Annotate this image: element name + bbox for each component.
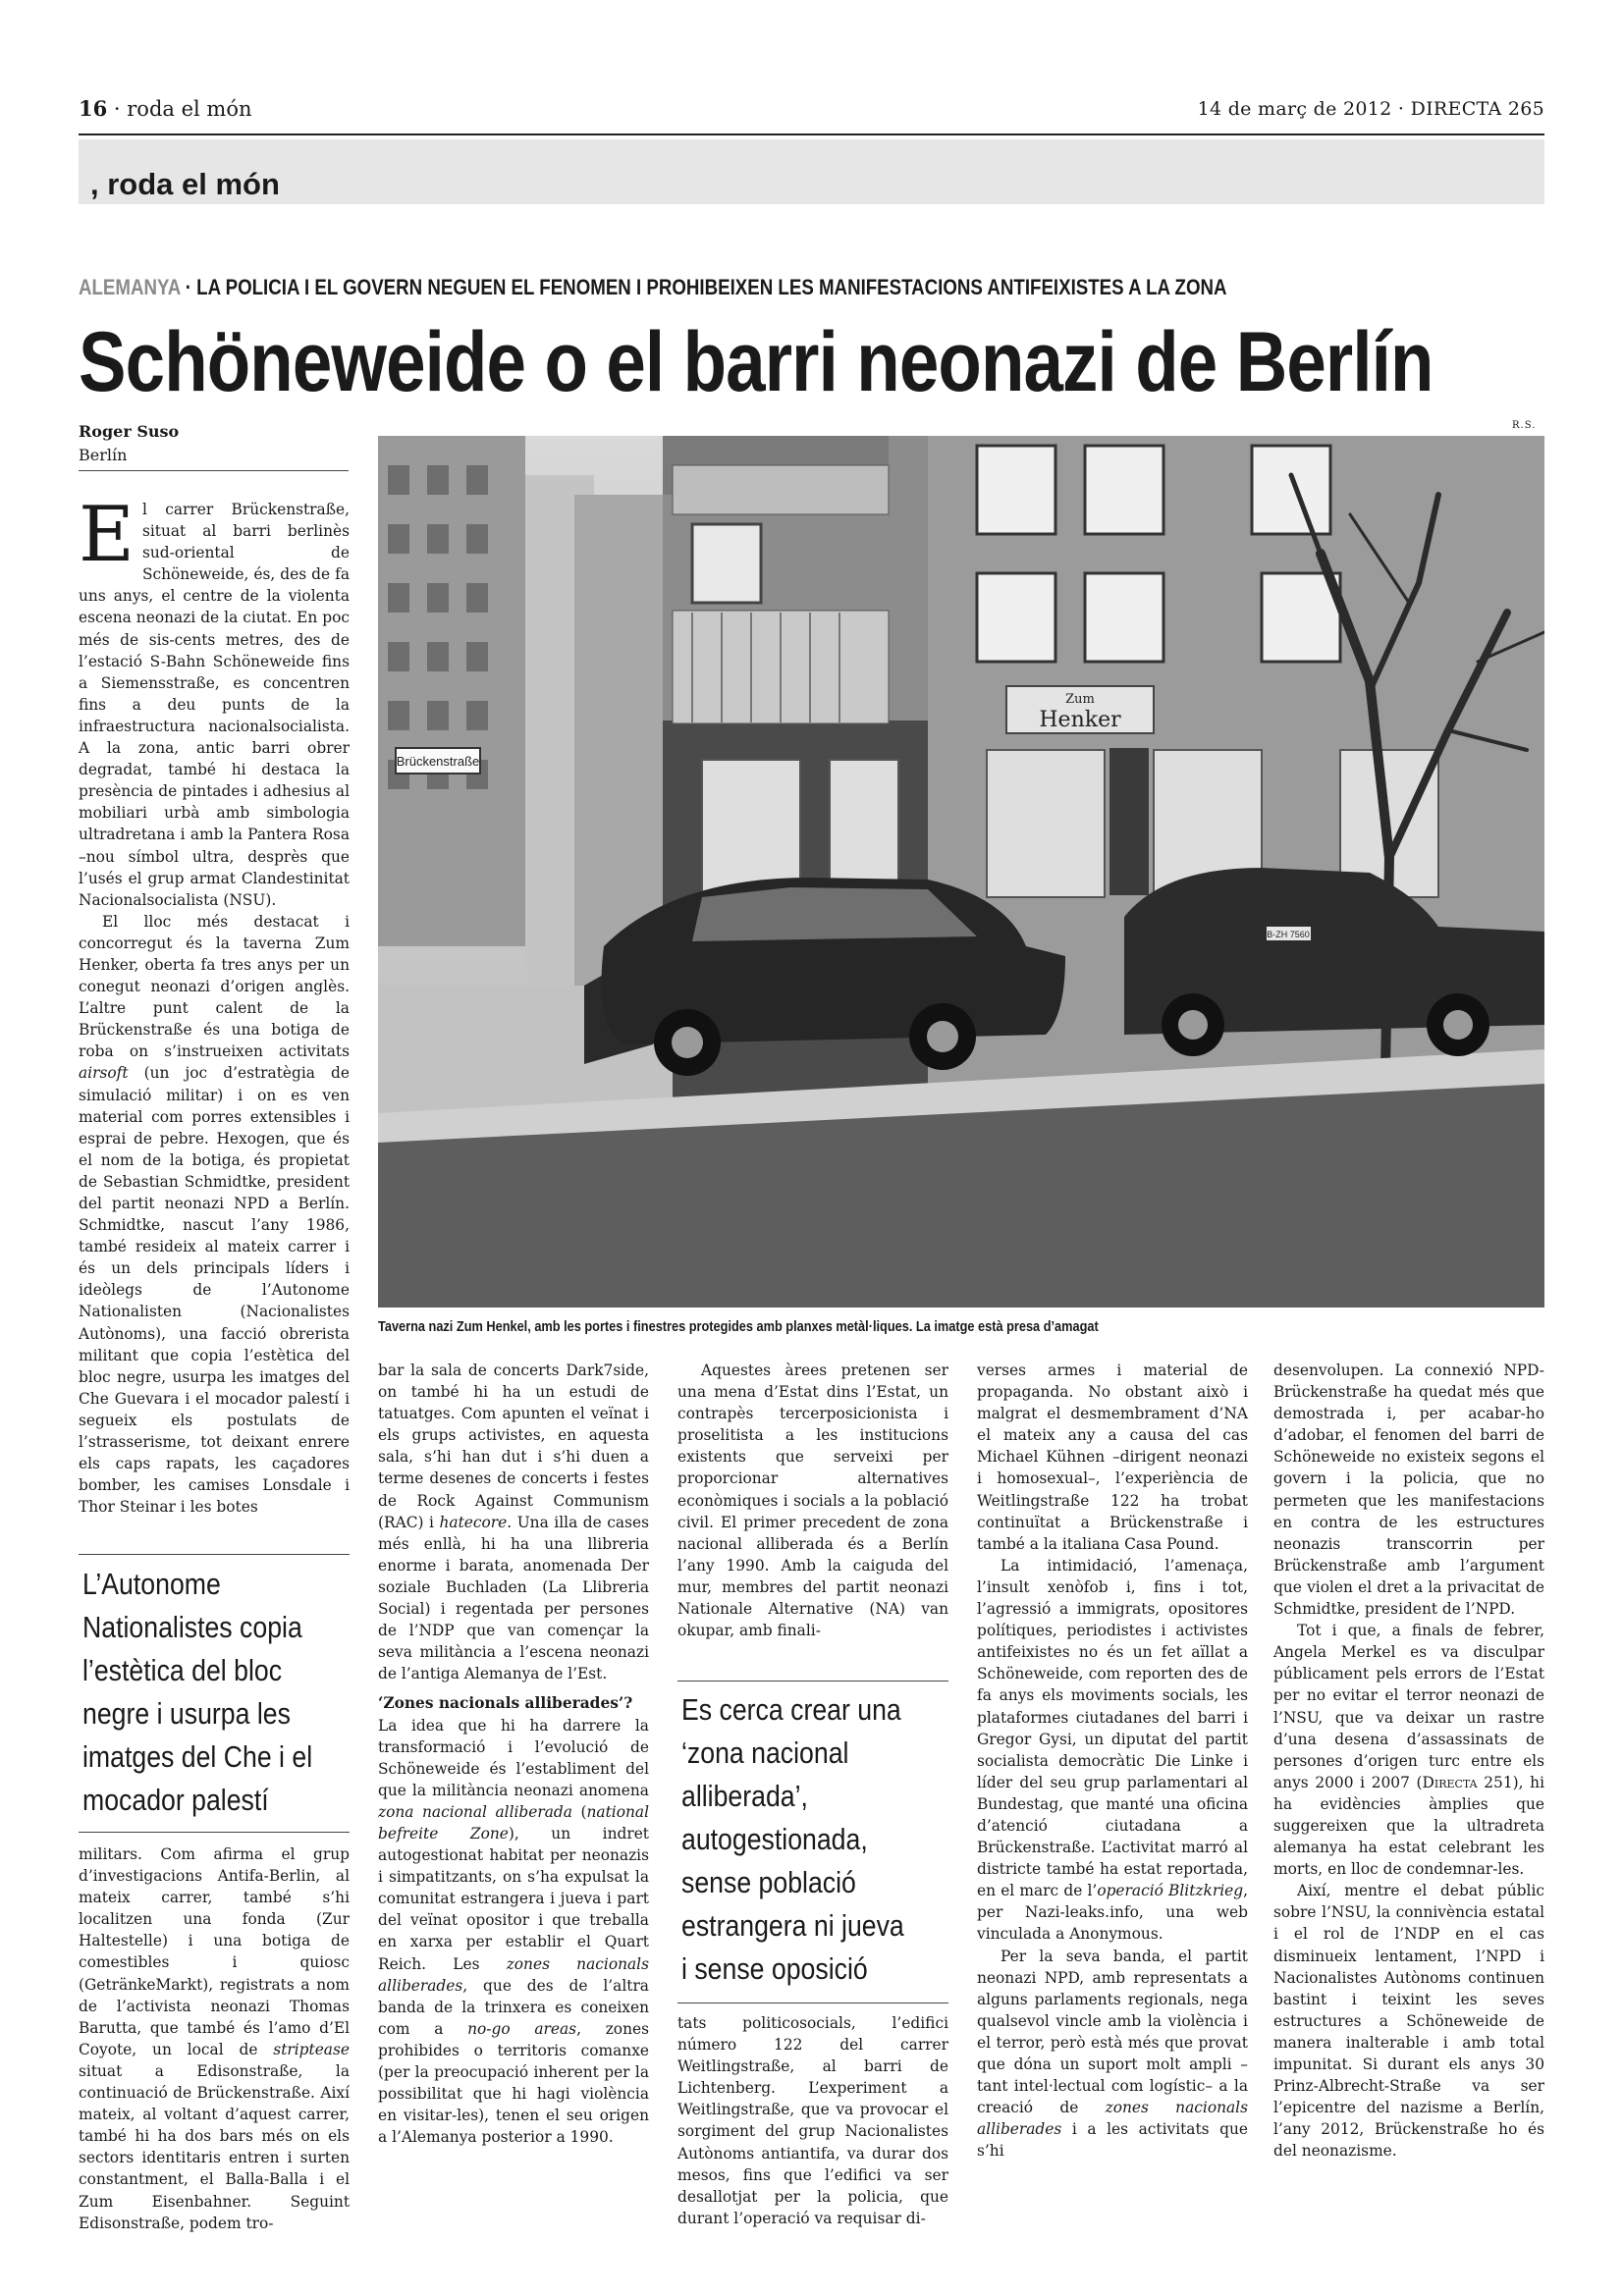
subheading: ‘Zones nacionals alliberades’? (378, 1694, 633, 1713)
page-number: 16 (79, 96, 108, 121)
col2-em-hatecore: hatecore (439, 1513, 508, 1531)
section-band (79, 139, 1544, 204)
col4-paragraph-2b: , per Nazi-leaks.info, una web vinculada a Anonymous. (977, 1882, 1248, 1944)
pull-quote-1-line: negre i usurpa les (82, 1696, 291, 1731)
col2-paragraph-1b: . Una illa de cases més enllà, hi ha una llibreria enorme i barata, anomenada Der soziale Buchladen (La Llibreria Social) i regentada per persones de l’NDP que van començar la seva militància a l’escena neonazi de l’antiga Alemanya de l’Est. (378, 1513, 649, 1683)
column-2 (378, 1360, 649, 2145)
col4-paragraph-3a: Per la seva banda, el partit neonazi NPD, amb representats a alguns parlaments regionals, nega qualsevol vincle amb la violència i el terror, però està més que provat que dóna un suport molt ampli –tant intel·lectual com logístic– a la creació de (977, 1947, 1248, 2117)
pull-quote-1-line: Nationalistes copia (82, 1610, 302, 1644)
pull-quote-2-line: Es cerca crear una (681, 1692, 901, 1727)
pull-quote-2 (681, 1688, 960, 1991)
pull-quote-1 (82, 1563, 361, 1822)
pull-quote-2-line: sense població (681, 1865, 856, 1899)
photo-caption: Taverna nazi Zum Henkel, amb les portes i finestres protegides amb planxes metàl·liques. La imatge està presa d’amagat (378, 1319, 1099, 1335)
column-1-continued (79, 1843, 350, 2256)
column-1 (79, 491, 350, 1549)
date-issue: 14 de març de 2012 · DIRECTA 265 (1197, 98, 1544, 120)
photo-sign-zum: Zum (1065, 692, 1095, 707)
col2-paragraph-2b: ( (571, 1802, 587, 1821)
col5-paragraph-1: desenvolupen. La connexió NPD-Brückenstraße ha quedat més que demostrada i, per acabar-ho d’adobar, el fenomen del barri de Schöneweide no existeix segons el govern i la policia, que no permeten que les manifestacions en contra de les estructures neonazis transcorrin per Brückenstraße amb l’argument que violen el dret a la privacitat de Schmidtke, president de l’NPD. (1273, 1362, 1544, 1619)
pull-quote-2-line: ‘zona nacional (681, 1735, 849, 1770)
photo-credit: R.S. (1512, 420, 1537, 431)
col2-em-national: national befreite Zone (378, 1802, 649, 1842)
photo-sign-henker: Henker (1039, 708, 1121, 732)
pull-quote-2-line: alliberada’, (681, 1779, 808, 1813)
col1-em-airsoft: airsoft (79, 1064, 129, 1083)
col2-em-nogo: no-go areas (467, 2019, 577, 2038)
photo-street-sign: Brückenstraße (396, 754, 480, 769)
col3-paragraph-1: Aquestes àrees pretenen ser una mena d’Estat dins l’Estat, un contrapès tercerposicionista i proselitista a les institucions existents que serveixi per proporcionar alternatives econòmiques i socials a la població civil. El primer precedent de zona nacional alliberada és a Berlín l’any 1990. Amb la caiguda del mur, membres del partit neonazi Nationale Alternative (NA) van okupar, amb finali- (677, 1362, 948, 1640)
col4-paragraph-3b: i a les activitats que s’hi (977, 2120, 1248, 2161)
column-4 (977, 1360, 1248, 2263)
col3-paragraph-2: tats politicosocials, l’edifici número 122 del carrer Weitlingstraße, al barri de Lichtenberg. L’experiment a Weitlingstraße, que va provocar el sorgiment del grup Nacionalistes Autònoms antiantifa, va durar dos mesos, fins que l’edifici va ser desallotjat per la policia, que durant l’operació va requisar di- (677, 2014, 948, 2227)
col1-paragraph-2b: (un joc d’estratègia de simulació militar) i on es ven material com porres extensibles i esprai de pebre. Hexogen, que és el nom de la botiga, és propietat de Sebastian Schmidtke, president del partit neonazi NPD a Berlín. Schmidtke, nascut l’any 1986, també resideix al mateix carrer i és un dels principals líders i ideòlegs de l’Autonome Nationalisten (Nacionalistes Autònoms), una facció obrerista militant que copia l’estètica del bloc negre, usurpa les imatges del Che Guevara i el mocador palestí i segueix els postulats de l’strasserisme, tot deixant enrere els caps rapats, les caçadores bomber, les camises Lonsdale i Thor Steinar i les botes (79, 1064, 350, 1517)
article-photo (378, 436, 1544, 1308)
running-head (79, 96, 252, 121)
headline: Schöneweide o el barri neonazi de Berlín (79, 315, 1434, 409)
col5-directa-ref: Directa 251 (1422, 1773, 1513, 1791)
kicker-separator: · (180, 275, 197, 299)
col2-paragraph-2e: , zones prohibides o territoris comanxe (per la preocupació inherent per la possibilitat que hi hagi violència en visitar-les), tenen el seu origen a l’Alemanya posterior a 1990. (378, 2019, 649, 2147)
pull-quote-2-line: estrangera ni jueva (681, 1908, 904, 1943)
col1-paragraph-1: l carrer Brückenstraße, situat al barri berlinès sud-oriental de Schöneweide, és, des de fa uns anys, el centre de la violenta escena neonazi de la ciutat. En poc més de sis-cents metres, des de l’estació S-Bahn Schöneweide fins a Siemensstraße, es concentren fins a deu punts de la infraestructura nacionalsocialista. A la zona, antic barri obrer degradat, també hi destaca la presència de pintades i adhesius al mobiliari urbà amb simbologia ultradretana i amb la Pantera Rosa –nou símbol ultra, desprès que l’usés el grup armat Clandestinitat Nacionalsocialista (NSU). (79, 501, 350, 909)
pull-quote-2-rule-top (677, 1681, 948, 1682)
col2-paragraph-1a: bar la sala de concerts Dark7side, on també hi ha un estudi de tatuatges. Com apunten el veïnat i els grups activistes, en aquesta sala, s’hi han dut i s’hi duen a terme desenes de concerts i festes de Rock Against Communism (RAC) i (378, 1362, 649, 1531)
column-3-continued (677, 2012, 948, 2258)
col2-paragraph-2d: , que des de l’altra banda de la trinxera es coneixen com a (378, 1976, 649, 2038)
col2-em-zones: zones nacionals alliberades (378, 1954, 649, 1995)
pull-quote-2-line: autogestionada, (681, 1822, 868, 1856)
col1-em-striptease: striptease (273, 2040, 350, 2058)
column-3 (677, 1360, 948, 1674)
pull-quote-1-line: imatges del Che i el (82, 1739, 313, 1774)
kicker-text: LA POLICIA I EL GOVERN NEGUEN EL FENOMEN I PROHIBEIXEN LES MANIFESTACIONS ANTIFEIXISTES A LA ZONA (196, 275, 1227, 299)
col1-paragraph-3a: militars. Com afirma el grup d’investigacions Antifa-Berlin, al mateix carrer, també s’hi localitzen una fonda (Zur Haltestelle) i una botiga de comestibles i quiosc (GetränkeMarkt), registrats a nom de l’activista neonazi Thomas Barutta, que també és l’amo d’El Coyote, un local de (79, 1845, 350, 2058)
pull-quote-1-line: l’estètica del bloc (82, 1653, 283, 1687)
header-rule (79, 133, 1544, 135)
col1-paragraph-3b: situat a Edisonstraße, la continuació de Brückenstraße. Així mateix, al voltant d’aquest carrer, també hi ha dos bars més on els sectors identitaris entren i surten constantment, el Balla-Balla i el Zum Eisenbahner. Seguint Edisonstraße, podem tro- (79, 2061, 350, 2232)
drop-cap: E (79, 491, 135, 579)
pull-quote-2-rule-bottom (677, 2002, 948, 2003)
col1-paragraph-2a: El lloc més destacat i concorregut és la taverna Zum Henker, oberta fa tres anys per un conegut neonazi d’origen anglès. L’altre punt calent de la Brückenstraße és una botiga de roba on s’instrueixen activitats (79, 912, 350, 1061)
kicker-country: ALEMANYA (79, 275, 181, 299)
pull-quote-1-line: L’Autonome (82, 1567, 221, 1601)
author-rule (79, 470, 349, 471)
column-5 (1273, 1360, 1544, 2263)
photo-plate: B-ZH 7560 (1267, 930, 1310, 939)
col2-paragraph-2c: ), un indret autogestionat habitat per neonazis i simpatitzants, on s’ha expulsat la comunitat estrangera i jueva i part del veïnat opositor i que treballa en xarxa per establir el Quart Reich. Les (378, 1824, 649, 1973)
col5-paragraph-2a: Tot i que, a finals de febrer, Angela Merkel es va disculpar públicament pels errors de l’Estat per no evitar el terror neonazi de l’NSU, que va deixar un rastre d’una desena d’assassinats de persones d’origen turc entre els anys 2000 i 2007 ( (1273, 1622, 1544, 1791)
pull-quote-1-line: mocador palestí (82, 1783, 269, 1817)
section-band-label: , roda el món (90, 167, 280, 201)
running-separator: · (107, 97, 128, 121)
col2-paragraph-2a: La idea que hi ha darrere la transformació i l’evolució de Schöneweide és l’establiment del que la militància neonazi anomena (378, 1716, 649, 1799)
pull-quote-2-line: i sense oposició (681, 1951, 868, 1986)
pull-quote-1-rule-bottom (79, 1832, 350, 1833)
col4-paragraph-2a: La intimidació, l’amenaça, l’insult xenòfob i, fins i tot, l’agressió a immigrats, opositores polítiques, periodistes i activistes antifeixistes no és un fet aïllat a Schöneweide, com reporten des de fa anys els moviments socials, les plataformes ciutadanes del barri i Gregor Gysi, un diputat del partit socialista democràtic Die Linke i líder del seu grup parlamentari al Bundestag, que manté una oficina d’atenció ciutadana a Brückenstraße. L’activitat marró al districte també ha estat reportada, en el marc de l’ (977, 1556, 1248, 1900)
col5-paragraph-2b: ), hi ha evidències àmplies que suggereixen que la ultradreta alemanya ha estat celebrant les morts, en lloc de condemnar-les. (1273, 1773, 1544, 1879)
col4-em-blitzkrieg: operació Blitzkrieg (1097, 1882, 1244, 1900)
col4-paragraph-1: verses armes i material de propaganda. No obstant això i malgrat el desmembrament d’NA el mateix any a causa del cas Michael Kühnen –dirigent neonazi i homosexual–, l’experiència de Weitlingstraße 122 ha trobat continuïtat a Brückenstraße i també a la italiana Casa Pound. (977, 1362, 1248, 1553)
col2-em-zona: zona nacional alliberada (378, 1802, 572, 1821)
author: Roger Suso (79, 422, 180, 441)
col5-paragraph-3: Així, mentre el debat públic sobre l’NSU, la connivència estatal i el rol de l’NDP en el cas disminueix lentament, l’NPD i Nacionalistes Autònoms continuen bastint i teixint les seves estructures a Schöneweide de manera inalterable i amb total impunitat. Si durant els anys 30 Prinz-Albrecht-Straße va ser l’epicentre del nazisme a Berlín, l’any 2012, Brückenstraße ho és del neonazisme. (1273, 1882, 1544, 2161)
col4-em-zones: zones nacionals alliberades (977, 2099, 1248, 2139)
kicker (79, 275, 1227, 300)
dateline-place: Berlín (79, 446, 128, 464)
pull-quote-1-rule-top (79, 1554, 350, 1555)
running-section: roda el món (127, 97, 252, 121)
